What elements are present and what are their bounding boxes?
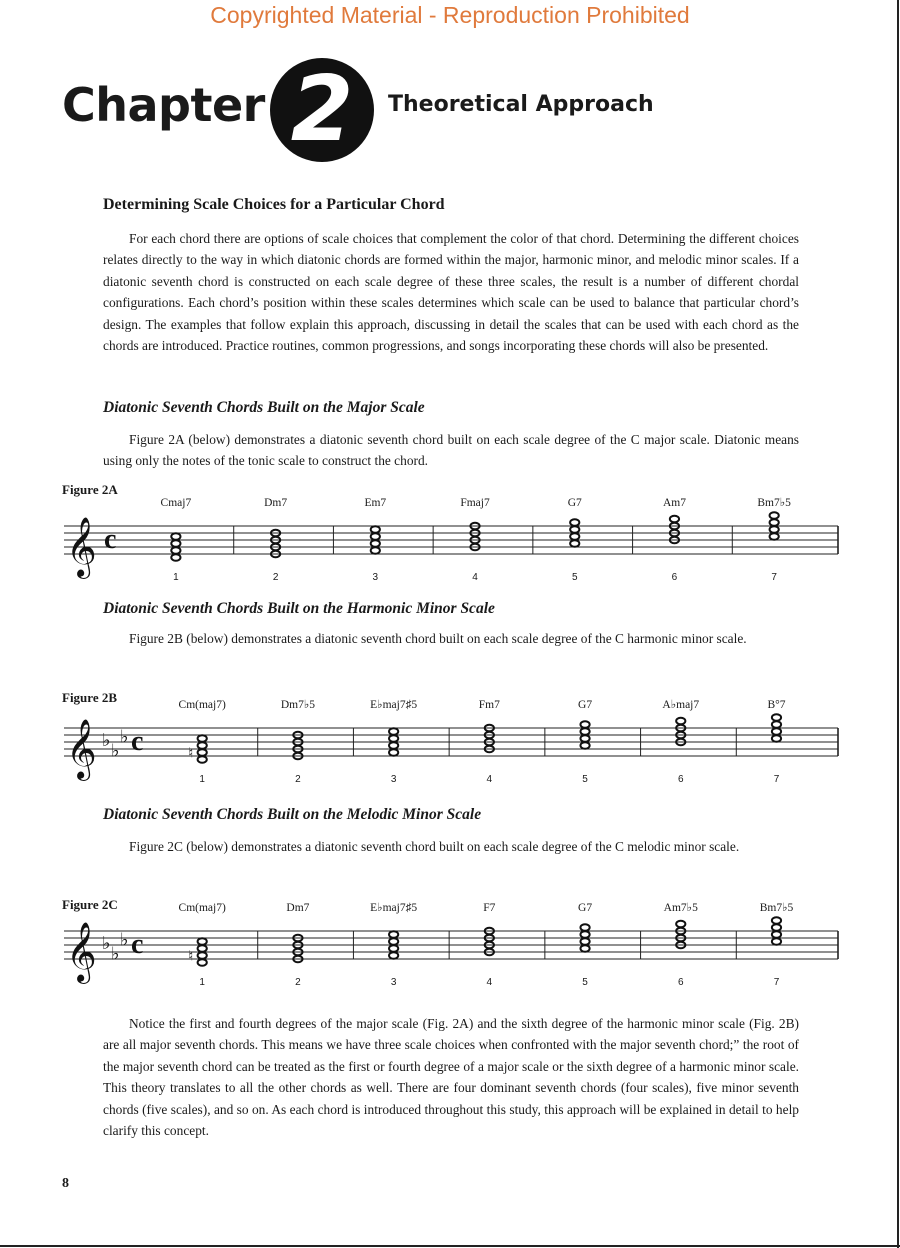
chord-name: A♭maj7 xyxy=(662,699,700,711)
chord-note xyxy=(198,749,207,755)
chord-name: Dm7♭5 xyxy=(280,699,316,711)
figure-2c-label: Figure 2C xyxy=(62,897,118,912)
key-flat-icon: ♭ xyxy=(111,740,120,762)
figure-2a-label: Figure 2A xyxy=(62,482,118,497)
chord-note xyxy=(198,945,207,951)
scale-degree: 6 xyxy=(671,572,678,583)
key-flat-icon: ♭ xyxy=(102,730,111,751)
chapter-title: Theoretical Approach xyxy=(388,92,654,117)
scale-degree: 7 xyxy=(773,774,780,785)
figure-2a-staff xyxy=(62,488,842,588)
scale-degree: 7 xyxy=(773,977,780,988)
figure-2c-staff xyxy=(62,893,842,993)
chord-note xyxy=(171,540,180,546)
natural-accidental-icon: ♮ xyxy=(188,745,194,762)
chord-note xyxy=(772,721,781,727)
chord-note xyxy=(570,533,579,539)
chord-note xyxy=(580,721,589,727)
chapter-word: Chapter xyxy=(62,78,265,132)
key-flat-icon: ♭ xyxy=(120,726,129,748)
scale-degree: 3 xyxy=(390,774,397,785)
chord-note xyxy=(770,512,779,518)
scale-degree: 7 xyxy=(771,572,777,583)
chord-name: Fmaj7 xyxy=(460,497,490,509)
chapter-number-badge: 2 xyxy=(270,58,374,162)
chord-note xyxy=(389,749,398,755)
chord-note xyxy=(770,526,779,532)
scale-degree: 4 xyxy=(486,977,493,988)
scale-degree: 6 xyxy=(677,774,684,785)
figure-2a-heading: Diatonic Seventh Chords Built on the Major Scale xyxy=(103,399,425,416)
chord-note xyxy=(580,728,589,734)
figure-2c-heading: Diatonic Seventh Chords Built on the Melodic Minor Scale xyxy=(103,806,482,823)
scale-degree: 2 xyxy=(272,572,279,583)
chord-note xyxy=(772,735,781,741)
treble-clef-icon: 𝄞 xyxy=(66,719,97,779)
scale-degree: 4 xyxy=(486,774,493,785)
figure-2b-paragraph: Figure 2B (below) demonstrates a diatonic seventh chord built on each scale degree of the C harmonic minor scale. xyxy=(129,631,747,646)
chord-note xyxy=(580,924,589,930)
chord-name: Bm7♭5 xyxy=(757,497,791,509)
chord-name: Em7 xyxy=(364,497,387,509)
chord-name: F7 xyxy=(483,902,496,914)
scale-degree: 1 xyxy=(199,977,205,988)
chord-name: Dm7 xyxy=(286,902,310,914)
chord-name: G7 xyxy=(567,497,582,509)
key-flat-icon: ♭ xyxy=(111,943,120,965)
chord-note xyxy=(580,931,589,937)
scale-degree: 3 xyxy=(372,572,379,583)
chord-note xyxy=(670,516,679,522)
chord-name: Dm7 xyxy=(264,497,288,509)
treble-clef-icon: 𝄞 xyxy=(66,922,97,982)
page-frame-bottom xyxy=(0,1245,900,1247)
figure-2a-paragraph: Figure 2A (below) demonstrates a diatonic seventh chord built on each scale degree of the C major scale. Diatonic means using only the notes of the tonic scale to construct the chord. xyxy=(103,432,799,469)
figure-2c-paragraph: Figure 2C (below) demonstrates a diatonic seventh chord built on each scale degree of the C melodic minor scale. xyxy=(129,839,740,854)
chord-note xyxy=(580,742,589,748)
scale-degree: 2 xyxy=(295,774,301,785)
scale-degree: 5 xyxy=(571,572,578,583)
chord-note xyxy=(371,540,380,546)
closing-paragraph: Notice the first and fourth degrees of the major scale (Fig. 2A) and the sixth degree of the harmonic minor scale (Fig. 2B) are all major seventh chords. This means we have three scale choices when confronted with the major seventh chord;” the root of the major seventh chord can be treated as the first or fourth degree of a major scale or the sixth degree of a harmonic minor scale. This theory translates to all the other chords as well. There are four dominant seventh chords (four scales), five minor seventh chords (five scales), and so on. As each chord is introduced throughout this study, this approach will be explained in detail to help clarify this concept. xyxy=(103,1016,799,1139)
chord-note xyxy=(171,547,180,553)
chord-name: Am7♭5 xyxy=(663,902,698,914)
chord-note xyxy=(570,526,579,532)
chord-note xyxy=(770,519,779,525)
chord-note xyxy=(772,924,781,930)
chord-note xyxy=(676,921,685,927)
chord-note xyxy=(389,938,398,944)
scale-degree: 1 xyxy=(173,572,179,583)
chord-name: Cm(maj7) xyxy=(178,902,226,914)
scale-degree: 5 xyxy=(582,977,588,988)
common-time-icon: c xyxy=(131,929,144,960)
chord-name: B°7 xyxy=(767,699,786,711)
chord-note xyxy=(389,735,398,741)
chord-note xyxy=(371,547,380,553)
chord-note xyxy=(371,533,380,539)
chord-note xyxy=(389,931,398,937)
chord-note xyxy=(198,742,207,748)
common-time-icon: c xyxy=(104,524,117,555)
treble-clef-icon: 𝄞 xyxy=(66,517,97,577)
chord-note xyxy=(772,728,781,734)
natural-accidental-icon: ♮ xyxy=(188,948,194,965)
common-time-icon: c xyxy=(131,726,144,757)
chord-name: E♭maj7♯5 xyxy=(370,902,418,914)
chord-name: Am7 xyxy=(662,497,686,509)
chord-note xyxy=(389,742,398,748)
scale-degree: 4 xyxy=(472,572,478,583)
chord-name: Cmaj7 xyxy=(160,497,192,509)
chord-note xyxy=(171,554,180,560)
scale-degree: 5 xyxy=(582,774,588,785)
chord-note xyxy=(676,718,685,724)
scale-degree: 2 xyxy=(295,977,301,988)
chord-note xyxy=(772,931,781,937)
copyright-watermark: Copyrighted Material - Reproduction Prohibited xyxy=(210,2,690,28)
chord-note xyxy=(198,735,207,741)
chord-note xyxy=(770,533,779,539)
chord-note xyxy=(772,938,781,944)
figure-2b-label: Figure 2B xyxy=(62,690,118,705)
chord-note xyxy=(389,945,398,951)
chord-note xyxy=(198,756,207,762)
chord-name: G7 xyxy=(578,699,593,711)
chord-note xyxy=(198,959,207,965)
chord-note xyxy=(580,945,589,951)
page-number: 8 xyxy=(62,1176,69,1191)
figure-2b-staff xyxy=(62,690,842,790)
chord-name: Cm(maj7) xyxy=(178,699,226,711)
scale-degree: 3 xyxy=(390,977,397,988)
chord-note xyxy=(772,917,781,923)
intro-paragraph: For each chord there are options of scale choices that complement the color of that chord. Determining the different choices relates directly to the way in which diatonic chords are formed within the major, harmonic minor, and melodic minor scales. If a diatonic seventh chord is constructed on each scale degree of these three scales, the result is a number of different chordal configurations. Each chord’s position within these scales determines which scale can be used to balance that particular chord’s design. The examples that follow explain this approach, discussing in detail the scales that can be used with each chord as the chords are introduced. Practice routines, common progressions, and songs incorporating these chords will also be presented. xyxy=(103,231,799,354)
scale-degree: 6 xyxy=(677,977,684,988)
chord-note xyxy=(198,938,207,944)
figure-2b-heading: Diatonic Seventh Chords Built on the Harmonic Minor Scale xyxy=(103,600,495,617)
section-heading: Determining Scale Choices for a Particular Chord xyxy=(103,196,445,213)
page-frame-right xyxy=(897,0,899,1248)
chord-note xyxy=(171,533,180,539)
key-flat-icon: ♭ xyxy=(120,929,129,951)
chord-name: E♭maj7♯5 xyxy=(370,699,418,711)
chord-name: Fm7 xyxy=(478,699,500,711)
chord-note xyxy=(580,938,589,944)
chord-name: G7 xyxy=(578,902,593,914)
chord-note xyxy=(580,735,589,741)
chord-note xyxy=(570,540,579,546)
chord-note xyxy=(389,728,398,734)
chord-name: Bm7♭5 xyxy=(759,902,794,914)
chord-note xyxy=(389,952,398,958)
key-flat-icon: ♭ xyxy=(102,933,111,954)
chord-note xyxy=(570,519,579,525)
scale-degree: 1 xyxy=(199,774,205,785)
chord-note xyxy=(198,952,207,958)
chord-note xyxy=(371,526,380,532)
chord-note xyxy=(772,714,781,720)
